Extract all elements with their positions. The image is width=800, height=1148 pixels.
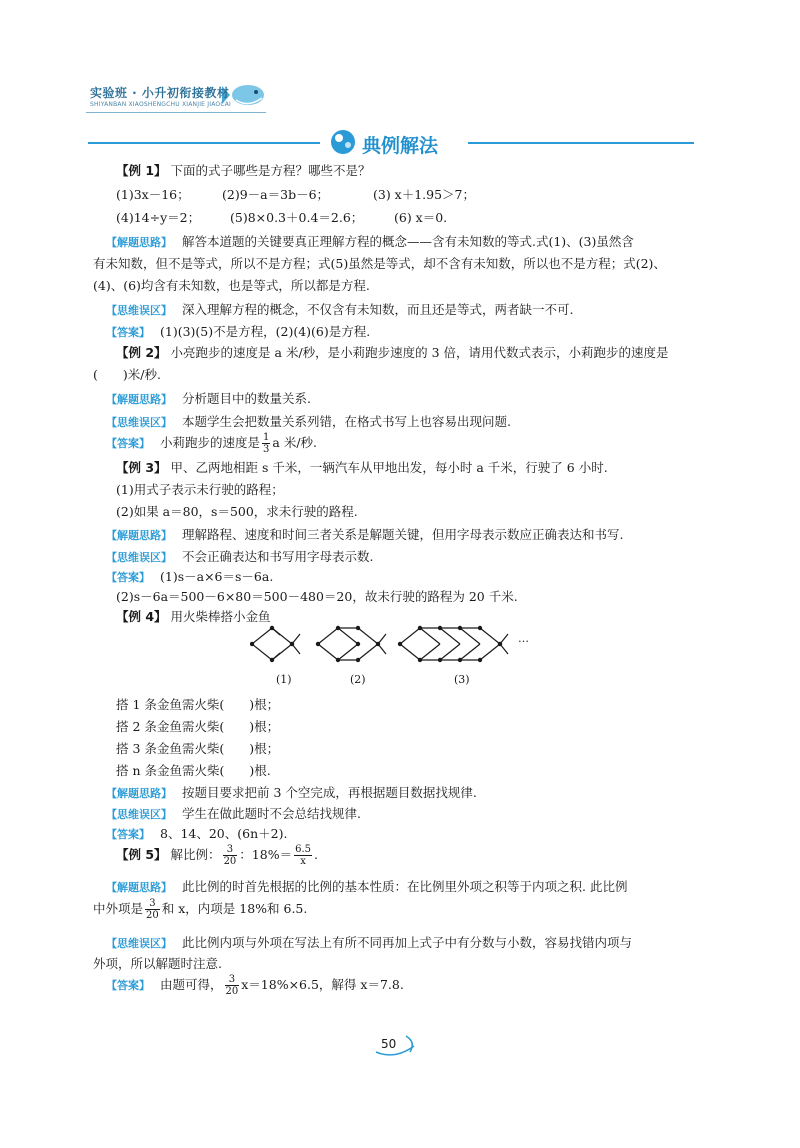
fraction: $\frac{3}{20}$ bbox=[223, 844, 237, 867]
figure-label-3: (3) bbox=[454, 673, 470, 686]
ex3-answer-2: (2)s－6a＝500－6×80＝500－480＝20，故未行驶的路程为 20 千米. bbox=[116, 589, 518, 604]
ex1-idea-line-1: 【解题思路】 解答本道题的关键要真正理解方程的概念——含有未知数的等式.式(1)、(3)虽然含 bbox=[106, 234, 634, 249]
example-2-question: 【例 2】 小亮跑步的速度是 a 米/秒，是小莉跑步速度的 3 倍，请用代数式表示，小莉跑步的速度是 bbox=[116, 345, 669, 360]
matchstick-fish-figure bbox=[250, 622, 530, 668]
ex1-item-3: (3) x＋1.95＞7； bbox=[373, 187, 476, 202]
ex2-idea: 【解题思路】 分析题目中的数量关系. bbox=[106, 391, 311, 406]
example-3-question: 【例 3】 甲、乙两地相距 s 千米，一辆汽车从甲地出发，每小时 a 千米，行驶了 6 小时. bbox=[116, 460, 608, 475]
fraction: $\frac{3}{20}$ bbox=[225, 974, 239, 997]
ex5-idea-line-2: 中外项是 $\frac{3}{20}$ 和 x，内项是 18%和 6.5. bbox=[93, 898, 308, 921]
fish-1 bbox=[250, 626, 300, 661]
ex4-answer: 【答案】 8、14、20、(6n＋2). bbox=[106, 826, 288, 841]
ex1-item-1: (1)3x－16； bbox=[116, 187, 190, 202]
fraction: $\frac{6.5}{x}$ bbox=[295, 844, 311, 867]
ex4-blank-3: 搭 3 条金鱼需火柴( )根； bbox=[116, 741, 280, 756]
ex4-blank-4: 搭 n 条金鱼需火柴( )根. bbox=[116, 763, 271, 778]
ex4-idea: 【解题思路】 按题目要求把前 3 个空完成，再根据题目数据找规律. bbox=[106, 785, 477, 800]
section-rule-right bbox=[468, 142, 694, 144]
section-globe-icon bbox=[328, 128, 358, 156]
ex3-answer-1: 【答案】 (1)s－a×6＝s－6a. bbox=[106, 569, 274, 584]
book-subtitle: SHIYANBAN XIAOSHENGCHU XIANJIE JIAOCAI bbox=[90, 101, 231, 108]
book-title: 实验班 · 小升初衔接教材 bbox=[90, 86, 230, 100]
ex4-blank-2: 搭 2 条金鱼需火柴( )根； bbox=[116, 719, 280, 734]
ex3-part-2: (2)如果 a＝80，s＝500，求未行驶的路程. bbox=[116, 504, 358, 519]
ex1-idea-line-2: 有未知数，但不是等式，所以不是方程；式(5)虽然是等式，却不含有未知数，所以也不是方程；式(2)、 bbox=[93, 256, 666, 271]
ex1-item-4: (4)14÷y＝2； bbox=[116, 210, 201, 225]
fish-2 bbox=[316, 626, 386, 661]
example-5-question: 【例 5】 解比例： $\frac{3}{20}$ ：18%＝ $\frac{6.5}{x}$ . bbox=[116, 844, 318, 867]
ex1-idea-line-3: (4)、(6)均含有未知数，也是等式，所以都是方程. bbox=[93, 278, 370, 293]
figure-label-1: (1) bbox=[276, 673, 292, 686]
example-4-question: 【例 4】 用火柴棒搭小金鱼 bbox=[116, 609, 271, 624]
ex2-answer: 【答案】 小莉跑步的速度是 $\frac{1}{3}$ a 米/秒. bbox=[106, 432, 318, 455]
ex5-mistake-line-2: 外项，所以解题时注意. bbox=[93, 956, 222, 971]
ex1-item-5: (5)8×0.3＋0.4＝2.6； bbox=[230, 210, 364, 225]
header-rule bbox=[86, 112, 266, 113]
fish-3 bbox=[398, 626, 508, 661]
example-1-question: 【例 1】 下面的式子哪些是方程？哪些不是？ bbox=[116, 163, 371, 178]
ex3-idea: 【解题思路】 理解路程、速度和时间三者关系是解题关键，但用字母表示数应正确表达和书写. bbox=[106, 527, 624, 542]
ex5-answer: 【答案】 由题可得， $\frac{3}{20}$ x＝18%×6.5，解得 x＝7.8. bbox=[106, 974, 404, 997]
ex4-mistake: 【思维误区】 学生在做此题时不会总结找规律. bbox=[106, 806, 361, 821]
example-3-tag: 【例 3】 bbox=[116, 460, 167, 475]
ex1-item-6: (6) x＝0. bbox=[394, 210, 448, 225]
section-title: 典例解法 bbox=[362, 135, 439, 157]
ex3-mistake: 【思维误区】 不会正确表达和书写用字母表示数. bbox=[106, 549, 374, 564]
ex1-mistake: 【思维误区】 深入理解方程的概念，不仅含有未知数，而且还是等式，两者缺一不可. bbox=[106, 302, 574, 317]
ex5-mistake-line-1: 【思维误区】 此比例内项与外项在写法上有所不同再加上式子中有分数与小数，容易找错内项与 bbox=[106, 935, 633, 950]
example-5-tag: 【例 5】 bbox=[116, 847, 167, 862]
figure-label-2: (2) bbox=[350, 673, 366, 686]
figure-ellipsis: … bbox=[518, 632, 529, 645]
page-number: 50 bbox=[381, 1037, 397, 1051]
fraction: $\frac{3}{20}$ bbox=[146, 898, 159, 921]
ex1-answer: 【答案】 (1)(3)(5)不是方程，(2)(4)(6)是方程. bbox=[106, 324, 371, 339]
ex2-question-line-2: ( )米/秒. bbox=[93, 367, 161, 382]
example-1-tag: 【例 1】 bbox=[116, 163, 167, 178]
ex1-item-2: (2)9－a＝3b－6； bbox=[222, 187, 330, 202]
section-rule-left bbox=[88, 142, 320, 144]
ex3-part-1: (1)用式子表示未行驶的路程； bbox=[116, 482, 284, 497]
ex5-idea-line-1: 【解题思路】 此比例的时首先根据的比例的基本性质：在比例里外项之积等于内项之积. 此比例 bbox=[106, 879, 628, 894]
ex4-blank-1: 搭 1 条金鱼需火柴( )根； bbox=[116, 697, 280, 712]
example-2-tag: 【例 2】 bbox=[116, 345, 167, 360]
ex2-mistake: 【思维误区】 本题学生会把数量关系列错，在格式书写上也容易出现问题. bbox=[106, 414, 511, 429]
example-4-tag: 【例 4】 bbox=[116, 609, 167, 624]
fraction: $\frac{1}{3}$ bbox=[263, 432, 270, 455]
